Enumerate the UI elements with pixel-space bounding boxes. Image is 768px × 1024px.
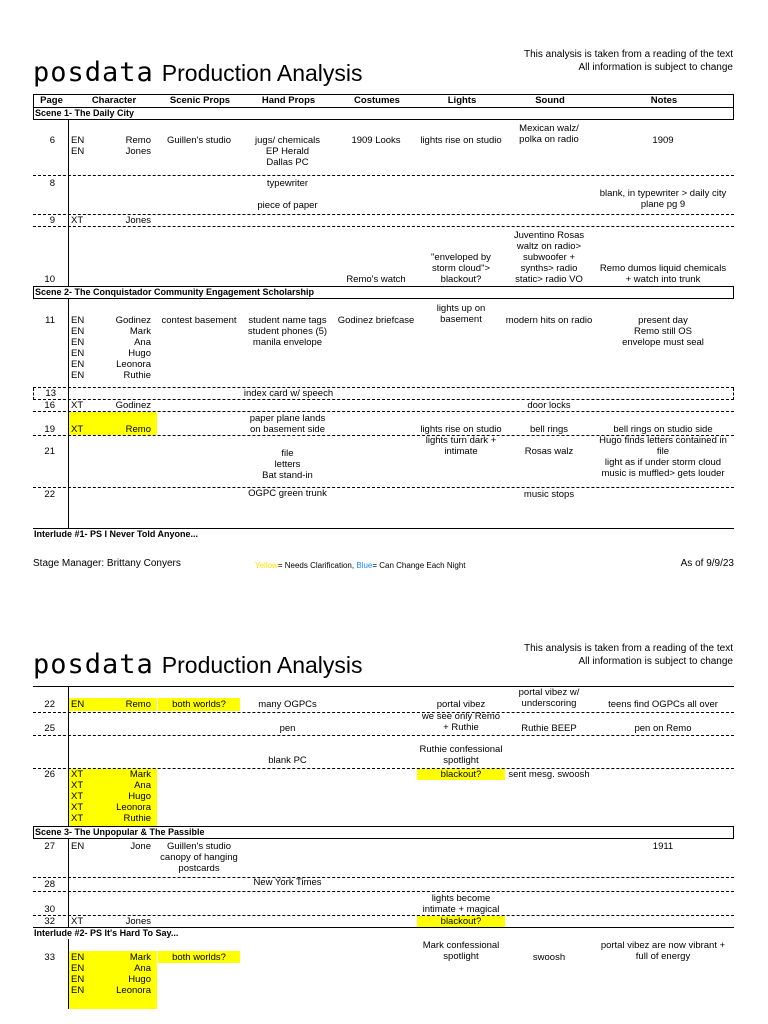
stage-manager: Stage Manager: Brittany Conyers xyxy=(33,558,181,569)
sheet2-rows-a xyxy=(33,686,734,826)
analysis-table-1 xyxy=(33,94,734,540)
page-title: Production Analysis xyxy=(161,652,363,678)
table-row: 22 OGPC green trunk music stops xyxy=(44,488,575,500)
color-legend: Yellow= Needs Clarification, Blue= Can Change Each Night xyxy=(255,561,466,570)
scene-heading: Scene 2- The Conquistador Community Engagement Scholarship xyxy=(33,286,734,299)
table-row: 30 lights become intimate + magical xyxy=(33,892,734,916)
table-row: 33 EN EN EN EN Mark Ana Hugo Leonora both worlds? Mark confessional spotlight swoosh portal vibez are now vibrant + full of energy xyxy=(33,939,734,1009)
scene-2-rows xyxy=(33,299,734,528)
table-row: 8 typewriter piece of paper blank, in typewriter > daily city plane pg 9 xyxy=(33,176,734,215)
col-scenic-props: Scenic Props xyxy=(169,95,231,106)
col-costumes: Costumes xyxy=(354,95,400,106)
disclaimer: This analysis is taken from a reading of the text All information is subject to change xyxy=(524,49,733,73)
disclaimer: This analysis is taken from a reading of the text All information is subject to change xyxy=(524,643,733,667)
table-row: 13 index card w/ speech xyxy=(33,388,734,400)
brand-header xyxy=(33,648,363,681)
analysis-sheet-2 xyxy=(0,608,768,1024)
scene-1-rows xyxy=(33,120,734,286)
sheet2-rows-c xyxy=(33,939,734,1009)
table-row: 32 XT Jones blackout? xyxy=(33,916,734,927)
col-sound: Sound xyxy=(535,95,565,106)
posdata-logo: posdata xyxy=(33,57,154,88)
col-character: Character xyxy=(91,95,137,106)
column-header-row xyxy=(33,94,734,108)
table-row: blank PC Ruthie confessional spotlight xyxy=(33,736,734,769)
brand-header xyxy=(33,56,363,89)
table-row: 27 EN Jone Guillen's studio canopy of hanging postcards 1911 xyxy=(33,839,734,878)
table-row: 11 EN EN EN EN EN EN Godinez Mark Ana Hugo Leonora Ruthie contest basement student name tags student phones (5) manila envelope Godinez briefcase lights up on basement modern hits on radio present day Remo still OS envelope must seal xyxy=(33,299,734,388)
as-of-date: As of 9/9/23 xyxy=(680,558,734,569)
analysis-table-2 xyxy=(33,686,734,1009)
table-row: 19 XT Remo paper plane lands on basement side lights rise on studio bell rings bell rings on studio side xyxy=(33,412,734,436)
page-title: Production Analysis xyxy=(161,60,363,86)
table-row: 6 EN EN Remo Jones Guillen's studio jugs/ chemicals EP Herald Dallas PC 1909 Looks lights rise on studio Mexican walz/ polka on radio 1909 xyxy=(33,120,734,176)
col-lights: Lights xyxy=(447,95,477,106)
col-page: Page xyxy=(40,95,63,106)
scene-heading: Scene 1- The Daily City xyxy=(33,108,734,120)
table-row: 10 Remo's watch "enveloped by storm cloud"> blackout? Juventino Rosas waltz on radio> subwoofer + synths> radio static> radio VO Remo dumos liquid chemicals + watch into trunk xyxy=(44,230,727,285)
table-row: 25 pen we see only Remo + Ruthie Ruthie BEEP pen on Remo xyxy=(33,713,734,736)
table-row: 21 file letters Bat stand-in lights turn dark + intimate Rosas walz Hugo finds letters contained in file light as if under storm cloud music is muffled> gets louder xyxy=(33,436,734,488)
table-row: 9 XT Jones xyxy=(33,215,734,227)
table-row: 26 XT XT XT XT XT Mark Ana Hugo Leonora Ruthie blackout? sent mesg. swoosh xyxy=(44,769,590,824)
table-row: 16 XT Godinez door locks xyxy=(33,400,734,412)
col-hand-props: Hand Props xyxy=(261,95,316,106)
interlude-heading: Interlude #1- PS I Never Told Anyone... xyxy=(33,528,734,540)
posdata-logo: posdata xyxy=(33,649,154,680)
scene-heading: Scene 3- The Unpopular & The Passible xyxy=(33,826,734,839)
table-row: 28 New York Times xyxy=(33,878,734,892)
sheet2-rows-b xyxy=(33,839,734,927)
interlude-heading: Interlude #2- PS It's Hard To Say... xyxy=(33,927,734,939)
col-notes: Notes xyxy=(650,95,678,106)
table-row: 22 EN Remo both worlds? many OGPCs portal vibez portal vibez w/ underscoring teens find OGPCs all over xyxy=(33,687,734,713)
